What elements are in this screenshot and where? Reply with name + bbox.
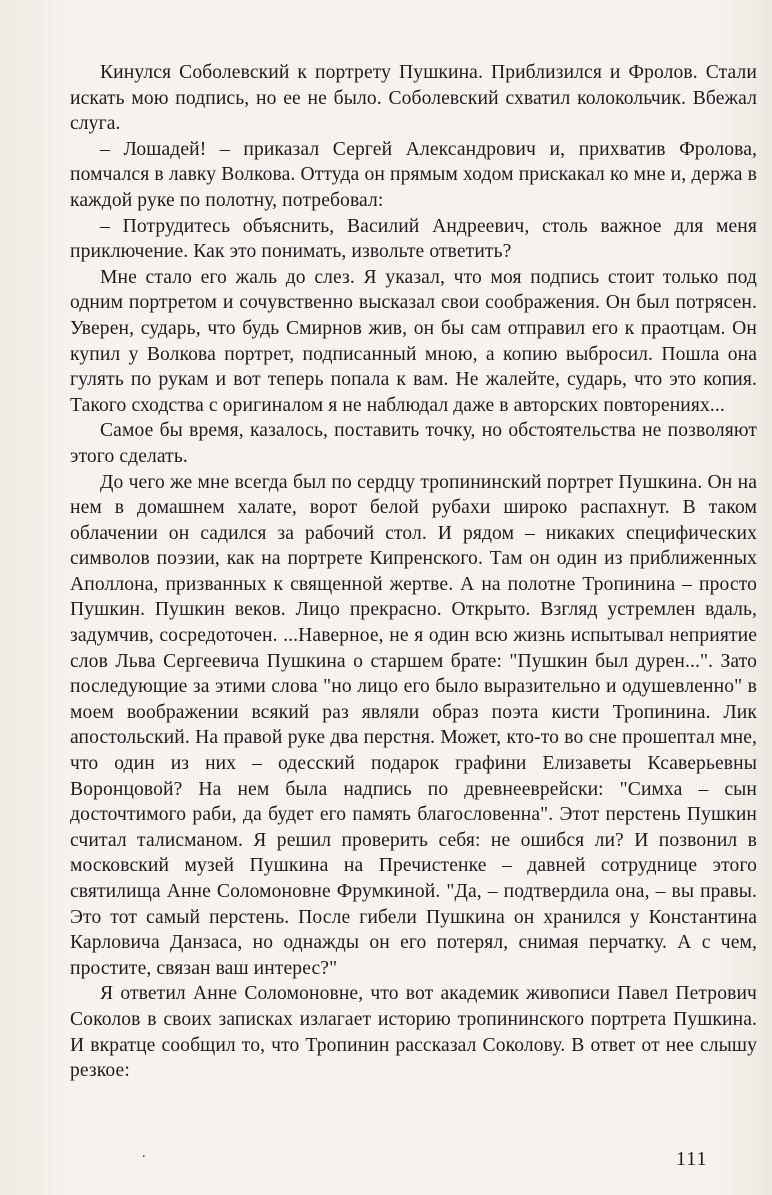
paragraph-5: Самое бы время, казалось, поставить точку, но обстоятельства не позволяют этого сделать. [70,420,757,467]
paragraph-3: – Потрудитесь объяснить, Василий Андреевич, столь важное для меня приключение. Как это понимать, извольте ответить? [70,215,757,263]
paragraph-2: – Лошадей! – приказал Сергей Александрович и, прихватив Фролова, помчался в лавку Волкова. Оттуда он прямым ходом прискакал ко мне и, держа в каждой руке по полотну, потребовал: [70,138,757,211]
paragraph-7: Я ответил Анне Соломоновне, что вот академик живописи Павел Петрович Соколов в своих записках излагает историю тропининского портрета Пушкина. И вкратце сообщил то, что Тропинин рассказал Соколову. В ответ от нее слышу резкое: [70,983,757,1082]
page-number: 111 [676,1148,708,1170]
body-text [70,60,757,1084]
paragraph-4: Мне стало его жаль до слез. Я указал, что моя подпись стоит только под одним портретом и сочувственно высказал свои соображения. Он был потрясен. Уверен, сударь, что будь Смирнов жив, он бы сам отправил его к праотцам. Он купил у Волкова портрет, подписанный мною, а копию выбросил. Пошла она гулять по рукам и вот теперь попала к вам. Не жалейте, сударь, что это копия. Такого сходства с оригиналом я не наблюдал даже в авторских повторениях... [70,266,757,416]
paragraph-1: Кинулся Соболевский к портрету Пушкина. Приблизился и Фролов. Стали искать мою подпись, но ее не было. Соболевский схватил колокольчик. Вбежал слуга. [70,62,757,135]
paragraph-6: До чего же мне всегда был по сердцу тропининский портрет Пушкина. Он на нем в домашнем халате, ворот белой рубахи широко распахнут. В таком облачении он садился за рабочий стол. И рядом – никаких специфических символов поэзии, как на портрете Кипренского. Там он один из приближенных Аполлона, призванных к священной жертве. А на полотне Тропинина – просто Пушкин. Пушкин веков. Лицо прекрасно. Открыто. Взгляд устремлен вдаль, задумчив, сосредоточен. ...Наверное, не я один всю жизнь испытывал неприятие слов Льва Сергеевича Пушкина о старшем брате: "Пушкин был дурен...". Зато последующие за этими слова "но лицо его было выразительно и одушевленно" в моем воображении всякий раз являли образ поэта кисти Тропинина. Лик апостольский. На правой руке два перстня. Может, кто-то во сне прошептал мне, что один из них – одесский подарок графини Елизаветы Ксаверьевны Воронцовой? На нем была надпись по древнееврейски: "Симха – сын досточтимого раби, да будет его память благословенна". Этот перстень Пушкин считал талисманом. Я решил проверить себя: не ошибся ли? И позвонил в московский музей Пушкина на Пречистенке – давней сотруднице этого святилища Анне Соломоновне Фрумкиной. "Да, – подтвердила она, – вы правы. Это тот самый перстень. После гибели Пушкина он хранился у Константина Карловича Данзаса, но однажды он его потерял, снимая перчатку. А с чем, простите, связан ваш интерес?" [70,471,757,979]
footer-mark: . [142,1146,146,1161]
